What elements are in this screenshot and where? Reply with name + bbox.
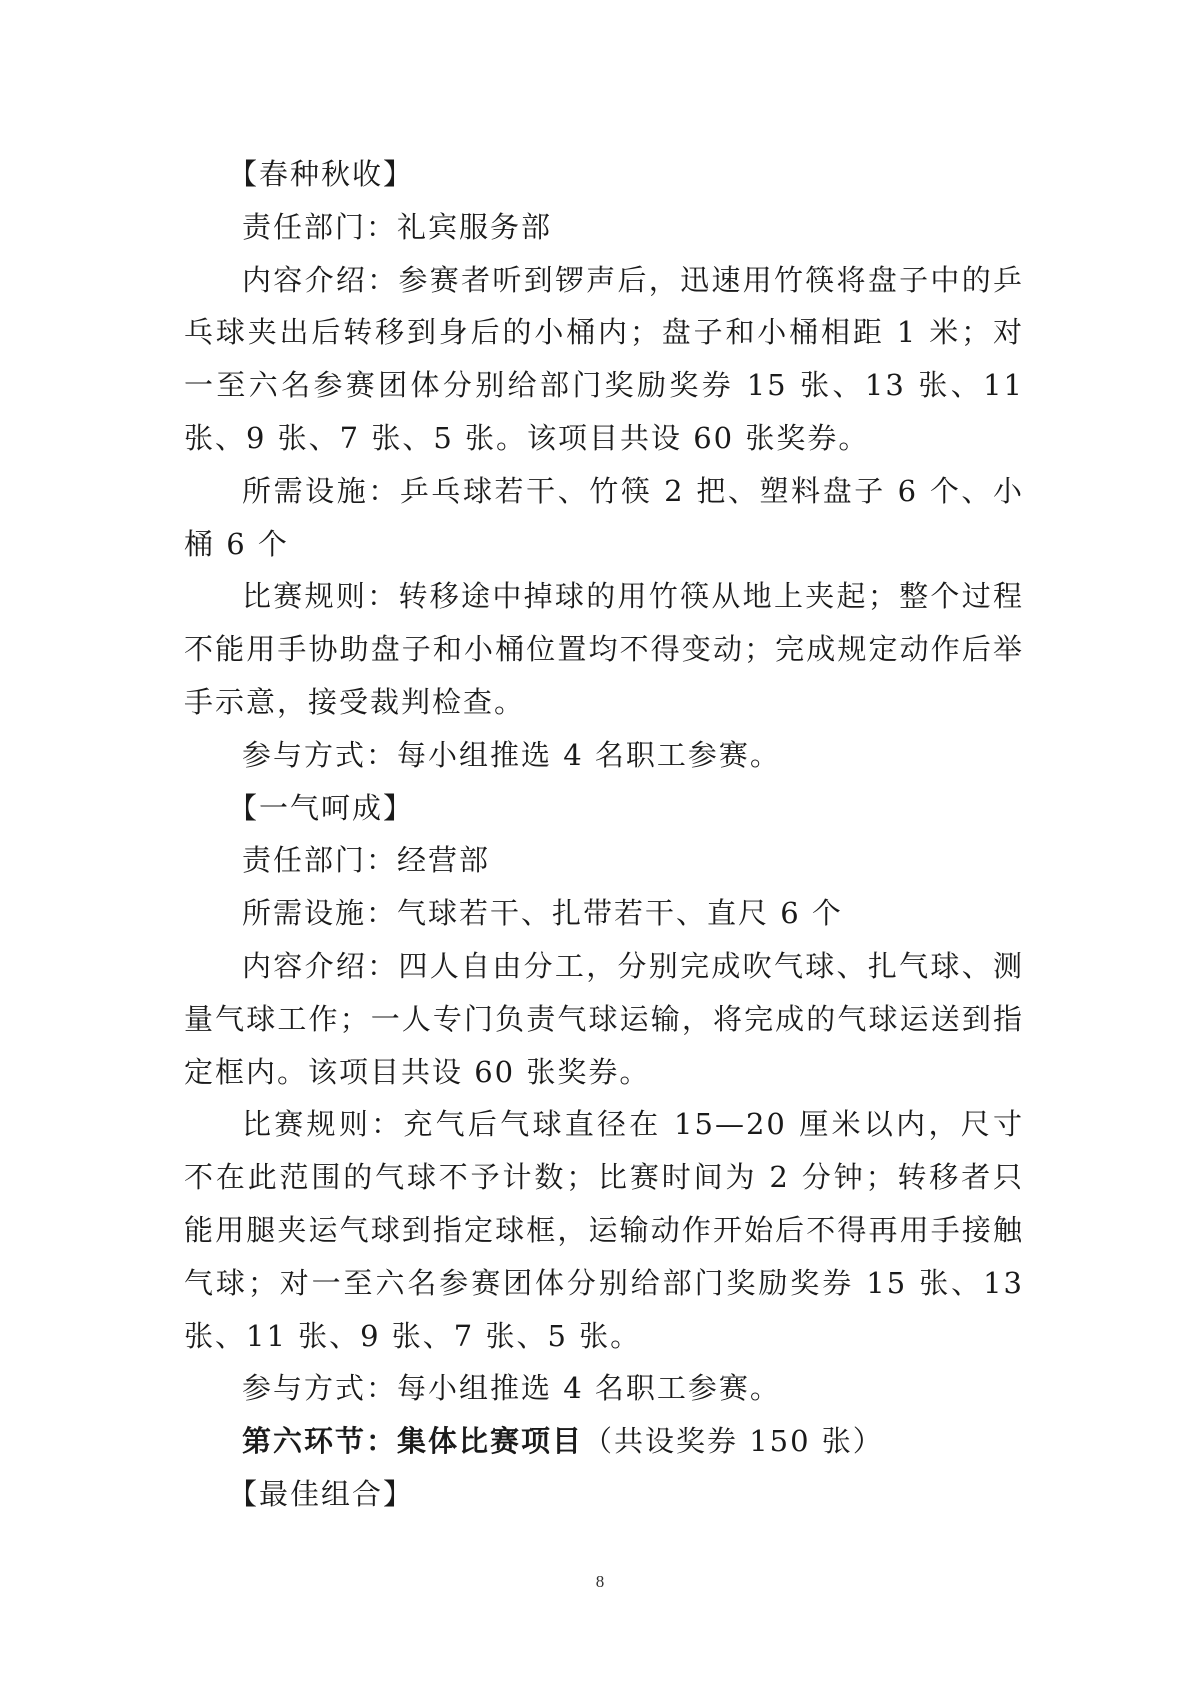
competition-rules: 比赛规则：转移途中掉球的用竹筷从地上夹起；整个过程不能用手协助盘子和小桶位置均不得变动；完成规定动作后举手示意，接受裁判检查。 <box>184 579 1024 719</box>
content-introduction: 内容介绍：参赛者听到锣声后，迅速用竹筷将盘子中的乒乓球夹出后转移到身后的小桶内；盘子和小桶相距 1 米；对一至六名参赛团体分别给部门奖励奖券 15 张、13 张、11 张、9 张、7 张、5 张。该项目共设 60 张奖券。 <box>184 262 1024 455</box>
participation-method: 参与方式：每小组推选 4 名职工参赛。 <box>242 1371 781 1406</box>
section-title-zuijia-zuhe: 【最佳组合】 <box>228 1476 415 1511</box>
document-body <box>184 148 1024 1521</box>
content-introduction: 内容介绍：四人自由分工，分别完成吹气球、扎气球、测量气球工作；一人专门负责气球运输，将完成的气球运送到指定框内。该项目共设 60 张奖券。 <box>184 948 1024 1089</box>
responsible-department: 责任部门：经营部 <box>242 843 491 878</box>
stage-six-heading <box>184 1415 1024 1468</box>
required-facilities: 所需设施：气球若干、扎带若干、直尺 6 个 <box>242 896 843 931</box>
competition-rules: 比赛规则：充气后气球直径在 15—20 厘米以内，尺寸不在此范围的气球不予计数；比赛时间为 2 分钟；转移者只能用腿夹运气球到指定球框，运输动作开始后不得再用手接触气球；对一至六名参赛团体分别给部门奖励奖券 15 张、13 张、11 张、9 张、7 张、5 张。 <box>184 1107 1024 1353</box>
required-facilities: 所需设施：乒乓球若干、竹筷 2 把、塑料盘子 6 个、小桶 6 个 <box>184 473 1024 561</box>
responsible-department: 责任部门：礼宾服务部 <box>242 209 553 244</box>
participation-method: 参与方式：每小组推选 4 名职工参赛。 <box>242 737 781 772</box>
section-title-yiqi-hecheng: 【一气呵成】 <box>228 790 415 825</box>
stage-six-heading-bold: 第六环节：集体比赛项目 <box>242 1424 584 1459</box>
page-number: 8 <box>595 1572 605 1591</box>
stage-six-heading-note: （共设奖券 150 张） <box>583 1424 884 1459</box>
section-title-chunzhong-qiushou: 【春种秋收】 <box>228 157 415 191</box>
